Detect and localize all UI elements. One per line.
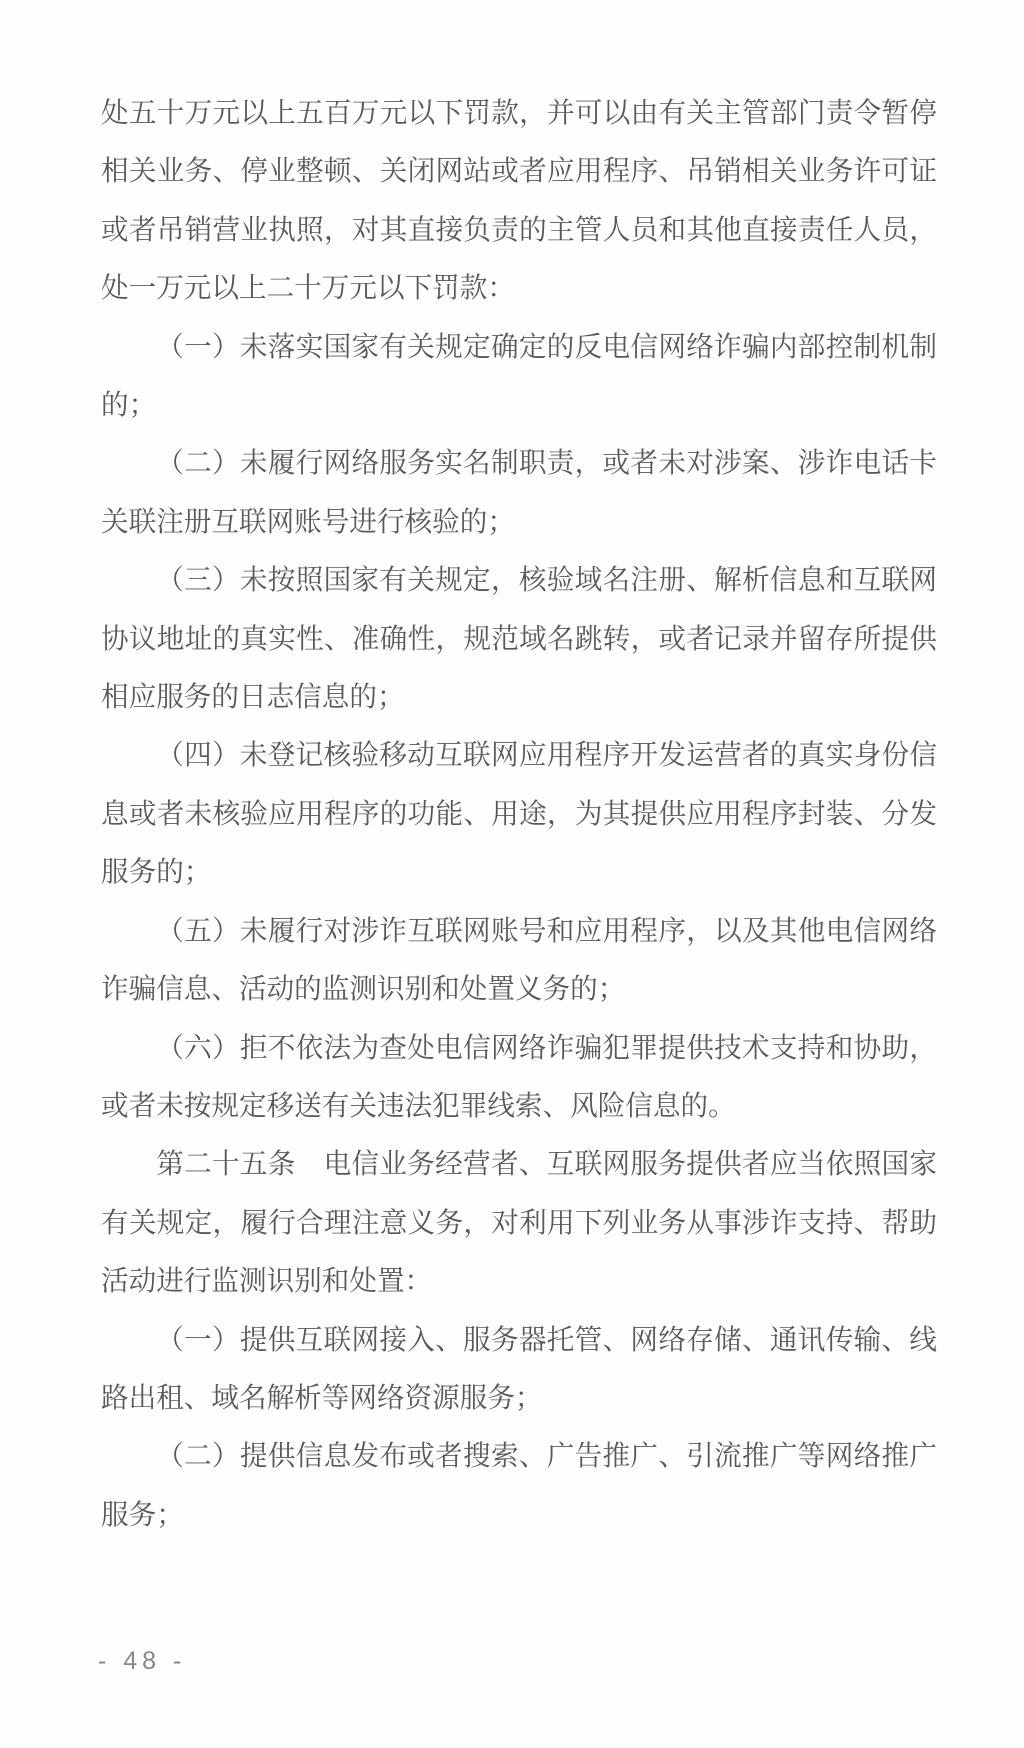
paragraph: （一）未落实国家有关规定确定的反电信网络诈骗内部控制机制的； (101, 330, 937, 421)
paragraph: 第二十五条 电信业务经营者、互联网服务提供者应当依照国家有关规定，履行合理注意义务，对利用下列业务从事涉诈支持、帮助活动进行监测识别和处置： (101, 1148, 937, 1297)
paragraph: （三）未按照国家有关规定，核验域名注册、解析信息和互联网协议地址的真实性、准确性，规范域名跳转，或者记录并留存所提供相应服务的日志信息的； (101, 564, 937, 713)
document-body (101, 84, 937, 1544)
paragraph: （四）未登记核验移动互联网应用程序开发运营者的真实身份信息或者未核验应用程序的功能、用途，为其提供应用程序封装、分发服务的； (101, 739, 937, 888)
paragraph: （五）未履行对涉诈互联网账号和应用程序，以及其他电信网络诈骗信息、活动的监测识别和处置义务的； (101, 914, 937, 1005)
paragraph: （二）未履行网络服务实名制职责，或者未对涉案、涉诈电话卡关联注册互联网账号进行核验的； (101, 447, 937, 537)
paragraph: （一）提供互联网接入、服务器托管、网络存储、通讯传输、线路出租、域名解析等网络资源服务； (101, 1323, 937, 1413)
paragraph: 处五十万元以上五百万元以下罚款，并可以由有关主管部门责令暂停相关业务、停业整顿、关闭网站或者应用程序、吊销相关业务许可证或者吊销营业执照，对其直接负责的主管人员和其他直接责任人员，处一万元以上二十万元以下罚款： (101, 97, 937, 304)
page-number: - 48 - (98, 1647, 187, 1675)
paragraph: （二）提供信息发布或者搜索、广告推广、引流推广等网络推广服务； (101, 1440, 937, 1530)
paragraph: （六）拒不依法为查处电信网络诈骗犯罪提供技术支持和协助，或者未按规定移送有关违法犯罪线索、风险信息的。 (101, 1031, 937, 1121)
